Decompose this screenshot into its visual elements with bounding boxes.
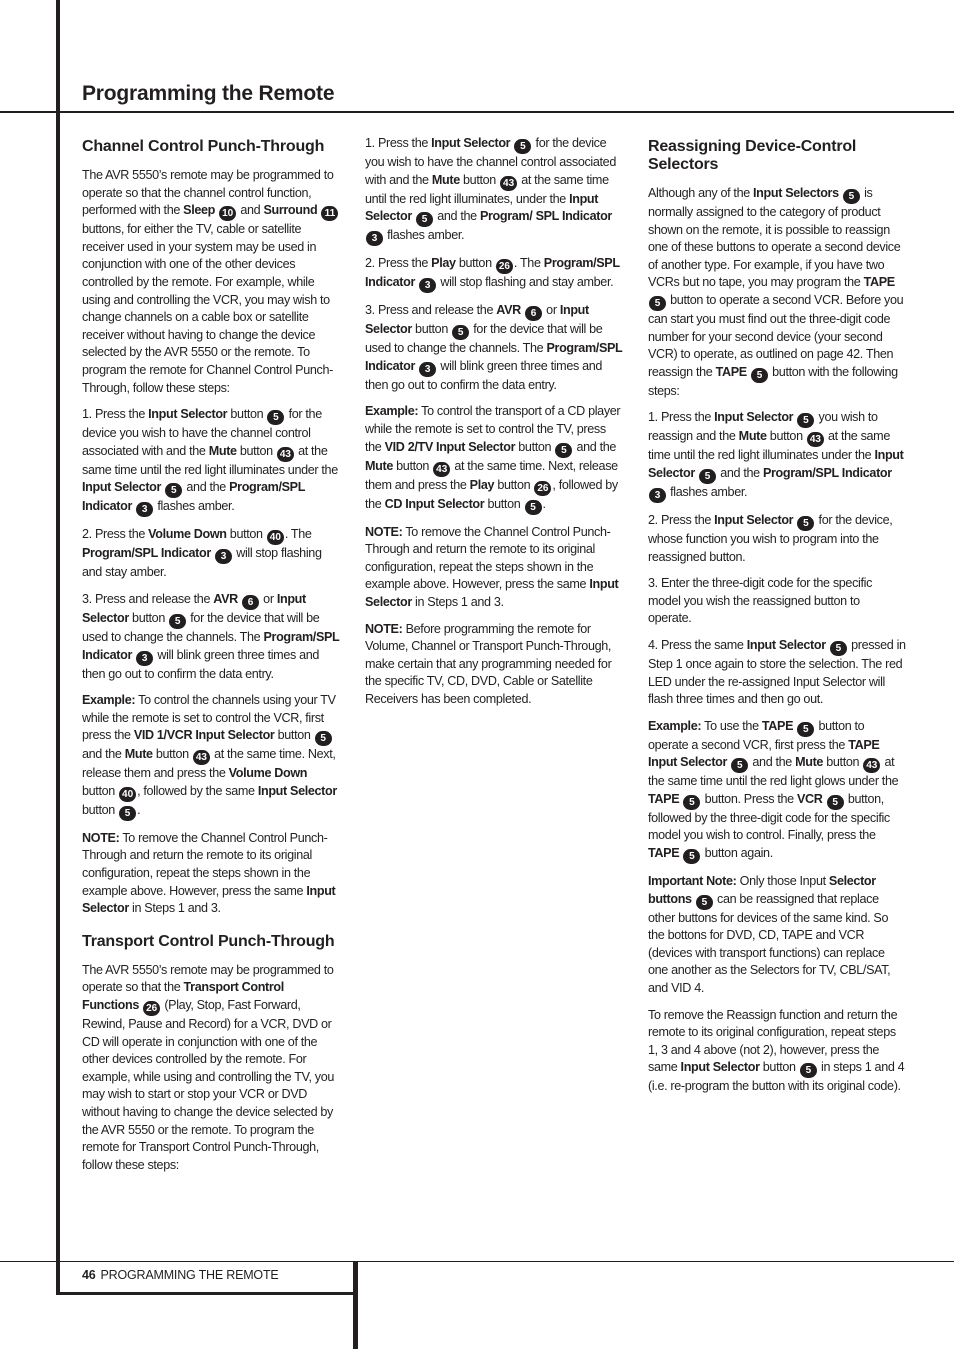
ref-badge-icon: 11	[321, 206, 338, 221]
term-sleep: Sleep	[183, 203, 216, 218]
term: Input Selector	[82, 883, 336, 916]
text: will blink green three times and then go out to confirm the data entry.	[365, 358, 603, 392]
text: Only those Input	[736, 874, 829, 889]
term: Mute	[208, 443, 237, 458]
term: Input Selector	[714, 410, 794, 425]
term: TAPE	[715, 364, 747, 379]
term: Mute	[795, 755, 824, 770]
footer-section-title: PROGRAMMING THE REMOTE	[100, 1268, 279, 1282]
ref-badge-icon: 5	[830, 641, 847, 656]
text: Before programming the remote for Volume, Channel or Transport Punch-Through, make certain that any programming needed for the specific TV, CD, DVD, Cable or Satellite Receivers has been completed.	[365, 621, 612, 706]
text: at the same time until the red light illuminates under the	[648, 429, 890, 463]
left-margin-bar	[56, 0, 60, 1295]
paragraph-channel-example	[82, 692, 340, 821]
term: Program/SPL Indicator	[762, 465, 892, 480]
text: button to operate a second VCR. Before you can start you must find out the three-digit code number for your second device (your second VCR) to operate, as outlined on page 42. Then reassign the	[648, 292, 904, 379]
ref-badge-icon: 3	[215, 549, 232, 564]
text: you wish to reassign and the	[648, 410, 878, 444]
ref-badge-icon: 3	[136, 502, 153, 517]
ref-badge-icon: 6	[242, 595, 259, 610]
term: Program/SPL Indicator	[82, 546, 211, 561]
note-label: NOTE:	[365, 524, 403, 539]
paragraph-reassign-example	[648, 718, 906, 864]
paragraph-transport-step-1	[365, 135, 623, 246]
text: buttons, for either the TV, cable or satellite receiver used in your system may be used in conjunction with one of the other devices controlled by the remote. For example, while using and controlling the VCR, you may wish to change channels on a cable box or satellite receiver without having to change the device selected by the AVR 5550 or the remote. To program the remote for Channel Control Punch-Through, follow these steps:	[82, 222, 333, 395]
term: Input Selector	[257, 783, 337, 798]
term: Input Selector	[746, 637, 826, 652]
ref-badge-icon: 5	[555, 443, 572, 458]
ref-badge-icon: 5	[267, 410, 284, 425]
term: Input Selector	[714, 512, 794, 527]
term: Mute	[124, 747, 153, 762]
ref-badge-icon: 6	[525, 306, 542, 321]
ref-badge-icon: 5	[416, 212, 433, 227]
term: Input Selector	[82, 480, 162, 495]
term: Input Selector	[365, 303, 589, 337]
ref-badge-icon: 43	[500, 176, 517, 191]
text: 3. Enter the three-digit code for the specific model you wish the reassigned button to operate.	[648, 576, 873, 626]
text: pressed in Step 1 once again to store the selection. The red LED under the re-assigned Input Selector will flash three times and then go out.	[648, 637, 906, 707]
term: Input Selector	[365, 577, 619, 609]
text: is normally assigned to the category of product shown on the remote, it is possible to reassign one of these buttons to operate a second device of another type. For example, if you have two VCRs but no tape, you may program the	[648, 186, 901, 290]
text: To remove the Channel Control Punch-Through and return the remote to its original configuration, repeat the steps shown in the example above. However, press the same	[82, 830, 328, 898]
text: flashes amber.	[667, 484, 748, 499]
note-label: NOTE:	[365, 621, 403, 636]
term: Program/SPL Indicator	[365, 341, 623, 373]
text: 2. Press the	[365, 256, 432, 271]
section-heading-reassigning: Reassigning Device-Control Selectors	[648, 138, 857, 173]
text: for the device, whose function you wish to program into the reassigned button.	[648, 512, 893, 564]
ref-badge-icon: 5	[843, 189, 860, 204]
ref-badge-icon: 3	[136, 651, 153, 666]
term: Volume Down	[148, 527, 227, 542]
text: button	[128, 610, 169, 625]
term: Input Selector	[431, 136, 511, 150]
column-2	[365, 135, 623, 718]
text: The AVR 5550’s remote may be programmed to operate so that the channel control function, performed with the	[82, 168, 334, 218]
text: To use the	[701, 718, 762, 733]
term: AVR	[213, 591, 238, 606]
paragraph-reassign-step-1	[648, 409, 906, 503]
term: Mute	[431, 172, 460, 187]
text: 2. Press the	[648, 512, 715, 527]
text: button	[274, 728, 314, 743]
ref-badge-icon: 5	[315, 731, 332, 746]
text: button	[455, 256, 495, 271]
ref-badge-icon: 40	[267, 530, 284, 545]
text: , followed by the same	[137, 783, 258, 798]
column-1	[82, 135, 340, 1183]
ref-badge-icon: 3	[419, 278, 436, 293]
term: Volume Down	[228, 766, 308, 781]
page-number: 46	[82, 1268, 96, 1282]
term: Program/ SPL Indicator	[479, 209, 612, 224]
ref-badge-icon: 26	[496, 259, 513, 274]
text: and the	[573, 439, 617, 454]
term: Play	[469, 477, 495, 492]
text: in steps 1 and 4 (i.e. re-program the button with its original code).	[648, 1060, 905, 1094]
paragraph-transport-note-1	[365, 524, 623, 612]
text: . The	[513, 256, 544, 271]
text: To remove the Reassign function and return the remote to its original configuration, repeat steps 1, 3 and 4 above (not 2), however, press the same	[648, 1007, 898, 1075]
term: Program/SPL Indicator	[365, 256, 620, 290]
text: button again.	[701, 846, 773, 861]
term: VID 1/VCR Input Selector	[133, 728, 275, 743]
term: Program/SPL Indicator	[82, 480, 305, 514]
text: at the same time until the red light glows under the	[648, 755, 899, 789]
term: VCR	[796, 791, 823, 806]
text: 1. Press the	[365, 136, 432, 150]
text: . The	[284, 527, 312, 542]
text: button	[152, 747, 192, 762]
term: Input Selector	[148, 407, 228, 422]
text: at the same time until the red light illuminates under the	[82, 443, 338, 477]
ref-badge-icon: 43	[807, 432, 824, 447]
text: 3. Press and release the	[82, 591, 214, 606]
paragraph-important-note	[648, 873, 906, 998]
text: 2. Press the	[82, 527, 149, 542]
term-surround: Surround	[263, 203, 318, 218]
text: or	[543, 303, 560, 318]
term: TAPE	[648, 846, 680, 861]
page-title: Programming the Remote	[82, 82, 335, 105]
text: button	[459, 172, 500, 187]
ref-badge-icon: 5	[649, 296, 666, 311]
ref-badge-icon: 5	[751, 368, 768, 383]
footer-rule	[0, 1261, 954, 1262]
text: 3. Press and release the	[365, 303, 497, 318]
footer-divider-bar	[353, 1261, 358, 1349]
term: Input Selector	[365, 191, 599, 224]
text: To control the transport of a CD player while the remote is set to control the TV, press the	[365, 404, 621, 454]
text: button	[494, 477, 534, 492]
text: will stop flashing and stay amber.	[82, 546, 322, 580]
text: button	[82, 783, 119, 798]
term: AVR	[496, 303, 521, 318]
paragraph-transport-note-2	[365, 621, 623, 709]
example-label: Example:	[365, 404, 419, 419]
text: at the same time until the red light illuminates, under the	[365, 172, 609, 206]
text: flashes amber.	[384, 228, 465, 243]
text: for the device that will be used to change the channels. The	[365, 322, 603, 356]
section-heading-transport-control: Transport Control Punch-Through	[82, 932, 335, 950]
text: button	[226, 527, 266, 542]
term: Program/SPL Indicator	[82, 629, 340, 662]
text: and the	[717, 465, 763, 480]
text: flashes amber.	[154, 499, 235, 514]
ref-badge-icon: 5	[119, 806, 136, 821]
ref-badge-icon: 3	[366, 231, 383, 246]
text: and the	[82, 747, 125, 762]
text: button	[392, 458, 433, 473]
paragraph-transport-example	[365, 403, 623, 514]
ref-badge-icon: 3	[419, 362, 436, 377]
column-3	[648, 135, 906, 1105]
paragraph-remove-reassign	[648, 1007, 906, 1096]
paragraph-transport-step-3	[365, 302, 623, 394]
paragraph-channel-step-3	[82, 591, 340, 683]
term: Transport Control Functions	[82, 980, 284, 1013]
ref-badge-icon: 5	[169, 614, 186, 629]
note-label: NOTE:	[82, 830, 120, 845]
text: at the same time. Next, release them and press the	[82, 747, 336, 781]
text: and the	[183, 480, 230, 495]
ref-badge-icon: 43	[277, 447, 294, 462]
text: (Play, Stop, Fast Forward, Rewind, Pause and Record) for a VCR, DVD or CD will operate in conjunction with one of the other devices controlled by the remote. For example, while using and controlling the TV, you may wish to start or stop your VCR or DVD without having to change the device selected by the AVR 5550 or the remote. To program the remote for Transport Control Punch-Through, follow these steps:	[82, 998, 335, 1172]
text: button	[759, 1060, 799, 1075]
ref-badge-icon: 5	[699, 469, 716, 484]
term: Mute	[365, 458, 393, 473]
footer-underline	[56, 1292, 356, 1295]
ref-badge-icon: 5	[525, 500, 542, 515]
paragraph-reassign-intro	[648, 185, 906, 400]
text: button	[227, 407, 267, 422]
ref-badge-icon: 5	[514, 139, 531, 154]
example-label: Example:	[648, 718, 702, 733]
term: Mute	[738, 429, 767, 444]
text: To control the channels using your TV while the remote is set to control the VCR, first press the	[82, 693, 336, 743]
paragraph-channel-step-1	[82, 406, 340, 517]
ref-badge-icon: 5	[683, 795, 700, 810]
text: Although any of the	[648, 186, 754, 200]
term: Input Selector	[82, 591, 306, 625]
text: button	[236, 443, 276, 458]
term: CD Input Selector	[384, 496, 485, 511]
ref-badge-icon: 10	[219, 206, 236, 221]
paragraph-transport-step-2	[365, 255, 623, 293]
ref-badge-icon: 5	[452, 325, 469, 340]
text: The AVR 5550’s remote may be programmed to operate so that the	[82, 962, 334, 995]
term: VID 2/TV Input Selector	[384, 439, 516, 454]
text: 1. Press the	[648, 410, 715, 425]
paragraph-channel-note	[82, 830, 340, 918]
text: for the device you wish to have the channel control associated with and the	[365, 136, 616, 187]
ref-badge-icon: 5	[696, 895, 713, 910]
text: To remove the Channel Control Punch-Through and return the remote to its original configuration, repeat the steps shown in the example above. However, press the same	[365, 524, 611, 592]
paragraph-transport-intro	[82, 962, 340, 1175]
example-label: Example:	[82, 693, 136, 708]
term: Input Selectors	[753, 186, 839, 200]
text: button	[411, 322, 452, 337]
text: in Steps 1 and 3.	[128, 901, 221, 916]
ref-badge-icon: 5	[800, 1063, 817, 1078]
ref-badge-icon: 43	[193, 750, 210, 765]
term: Input Selector	[680, 1060, 760, 1075]
text: will blink green three times and then go out to confirm the data entry.	[82, 647, 320, 681]
important-label: Important Note:	[648, 874, 737, 889]
paragraph-channel-step-2	[82, 526, 340, 582]
paragraph-channel-intro	[82, 167, 340, 397]
text: can be reassigned that replace other buttons for devices of the same kind. So the bottons for DVD, CD, TAPE and VCR (devices with transport functions) can replace one another as the Selectors for TV, CBL/SAT, and VID 4.	[648, 891, 891, 996]
text: button	[823, 755, 863, 770]
text: in Steps 1 and 3.	[411, 594, 504, 609]
term: TAPE Input Selector	[648, 737, 880, 770]
paragraph-reassign-step-4	[648, 637, 906, 709]
ref-badge-icon: 5	[827, 795, 844, 810]
ref-badge-icon: 26	[143, 1001, 160, 1016]
text: button	[766, 429, 806, 444]
text: button. Press the	[701, 791, 797, 806]
ref-badge-icon: 43	[863, 758, 880, 773]
text: button, followed by the three-digit code for the specific model you wish to control. Finally, press the	[648, 791, 890, 843]
text: for the device you wish to have the channel control associated with and the	[82, 407, 322, 458]
term: Play	[431, 256, 456, 271]
text: .	[137, 802, 141, 817]
ref-badge-icon: 5	[797, 516, 814, 531]
text: and the	[434, 209, 480, 224]
term: TAPE	[761, 718, 794, 733]
text: will stop flashing and stay amber.	[437, 275, 614, 290]
ref-badge-icon: 43	[433, 462, 450, 477]
ref-badge-icon: 5	[797, 722, 814, 737]
ref-badge-icon: 3	[649, 488, 666, 503]
text: button	[82, 802, 119, 817]
text: .	[542, 496, 546, 511]
ref-badge-icon: 26	[534, 481, 551, 496]
ref-badge-icon: 40	[119, 787, 136, 802]
header-rule	[0, 111, 954, 113]
text: for the device that will be used to change the channels. The	[82, 610, 320, 644]
text: button	[515, 439, 555, 454]
text: 1. Press the	[82, 407, 149, 422]
section-heading-channel-control: Channel Control Punch-Through	[82, 138, 325, 155]
text: button to operate a second VCR, first press the	[648, 718, 865, 752]
text: button	[484, 496, 524, 511]
term: Input Selector	[648, 448, 904, 480]
ref-badge-icon: 5	[797, 413, 814, 428]
term: TAPE	[863, 275, 895, 290]
text: and	[237, 203, 264, 218]
term: Selector buttons	[648, 874, 876, 906]
text: at the same time. Next, release them and press the	[365, 458, 618, 492]
paragraph-reassign-step-2	[648, 512, 906, 566]
ref-badge-icon: 5	[683, 849, 700, 864]
text: or	[260, 591, 277, 606]
paragraph-reassign-step-3	[648, 575, 906, 628]
ref-badge-icon: 5	[731, 758, 748, 773]
text: and the	[749, 755, 796, 770]
text: 4. Press the same	[648, 637, 747, 652]
page-footer	[82, 1268, 279, 1282]
term: TAPE	[648, 791, 680, 806]
ref-badge-icon: 5	[165, 483, 182, 498]
text: button with the following steps:	[648, 364, 898, 398]
text: , followed by the	[365, 477, 618, 511]
